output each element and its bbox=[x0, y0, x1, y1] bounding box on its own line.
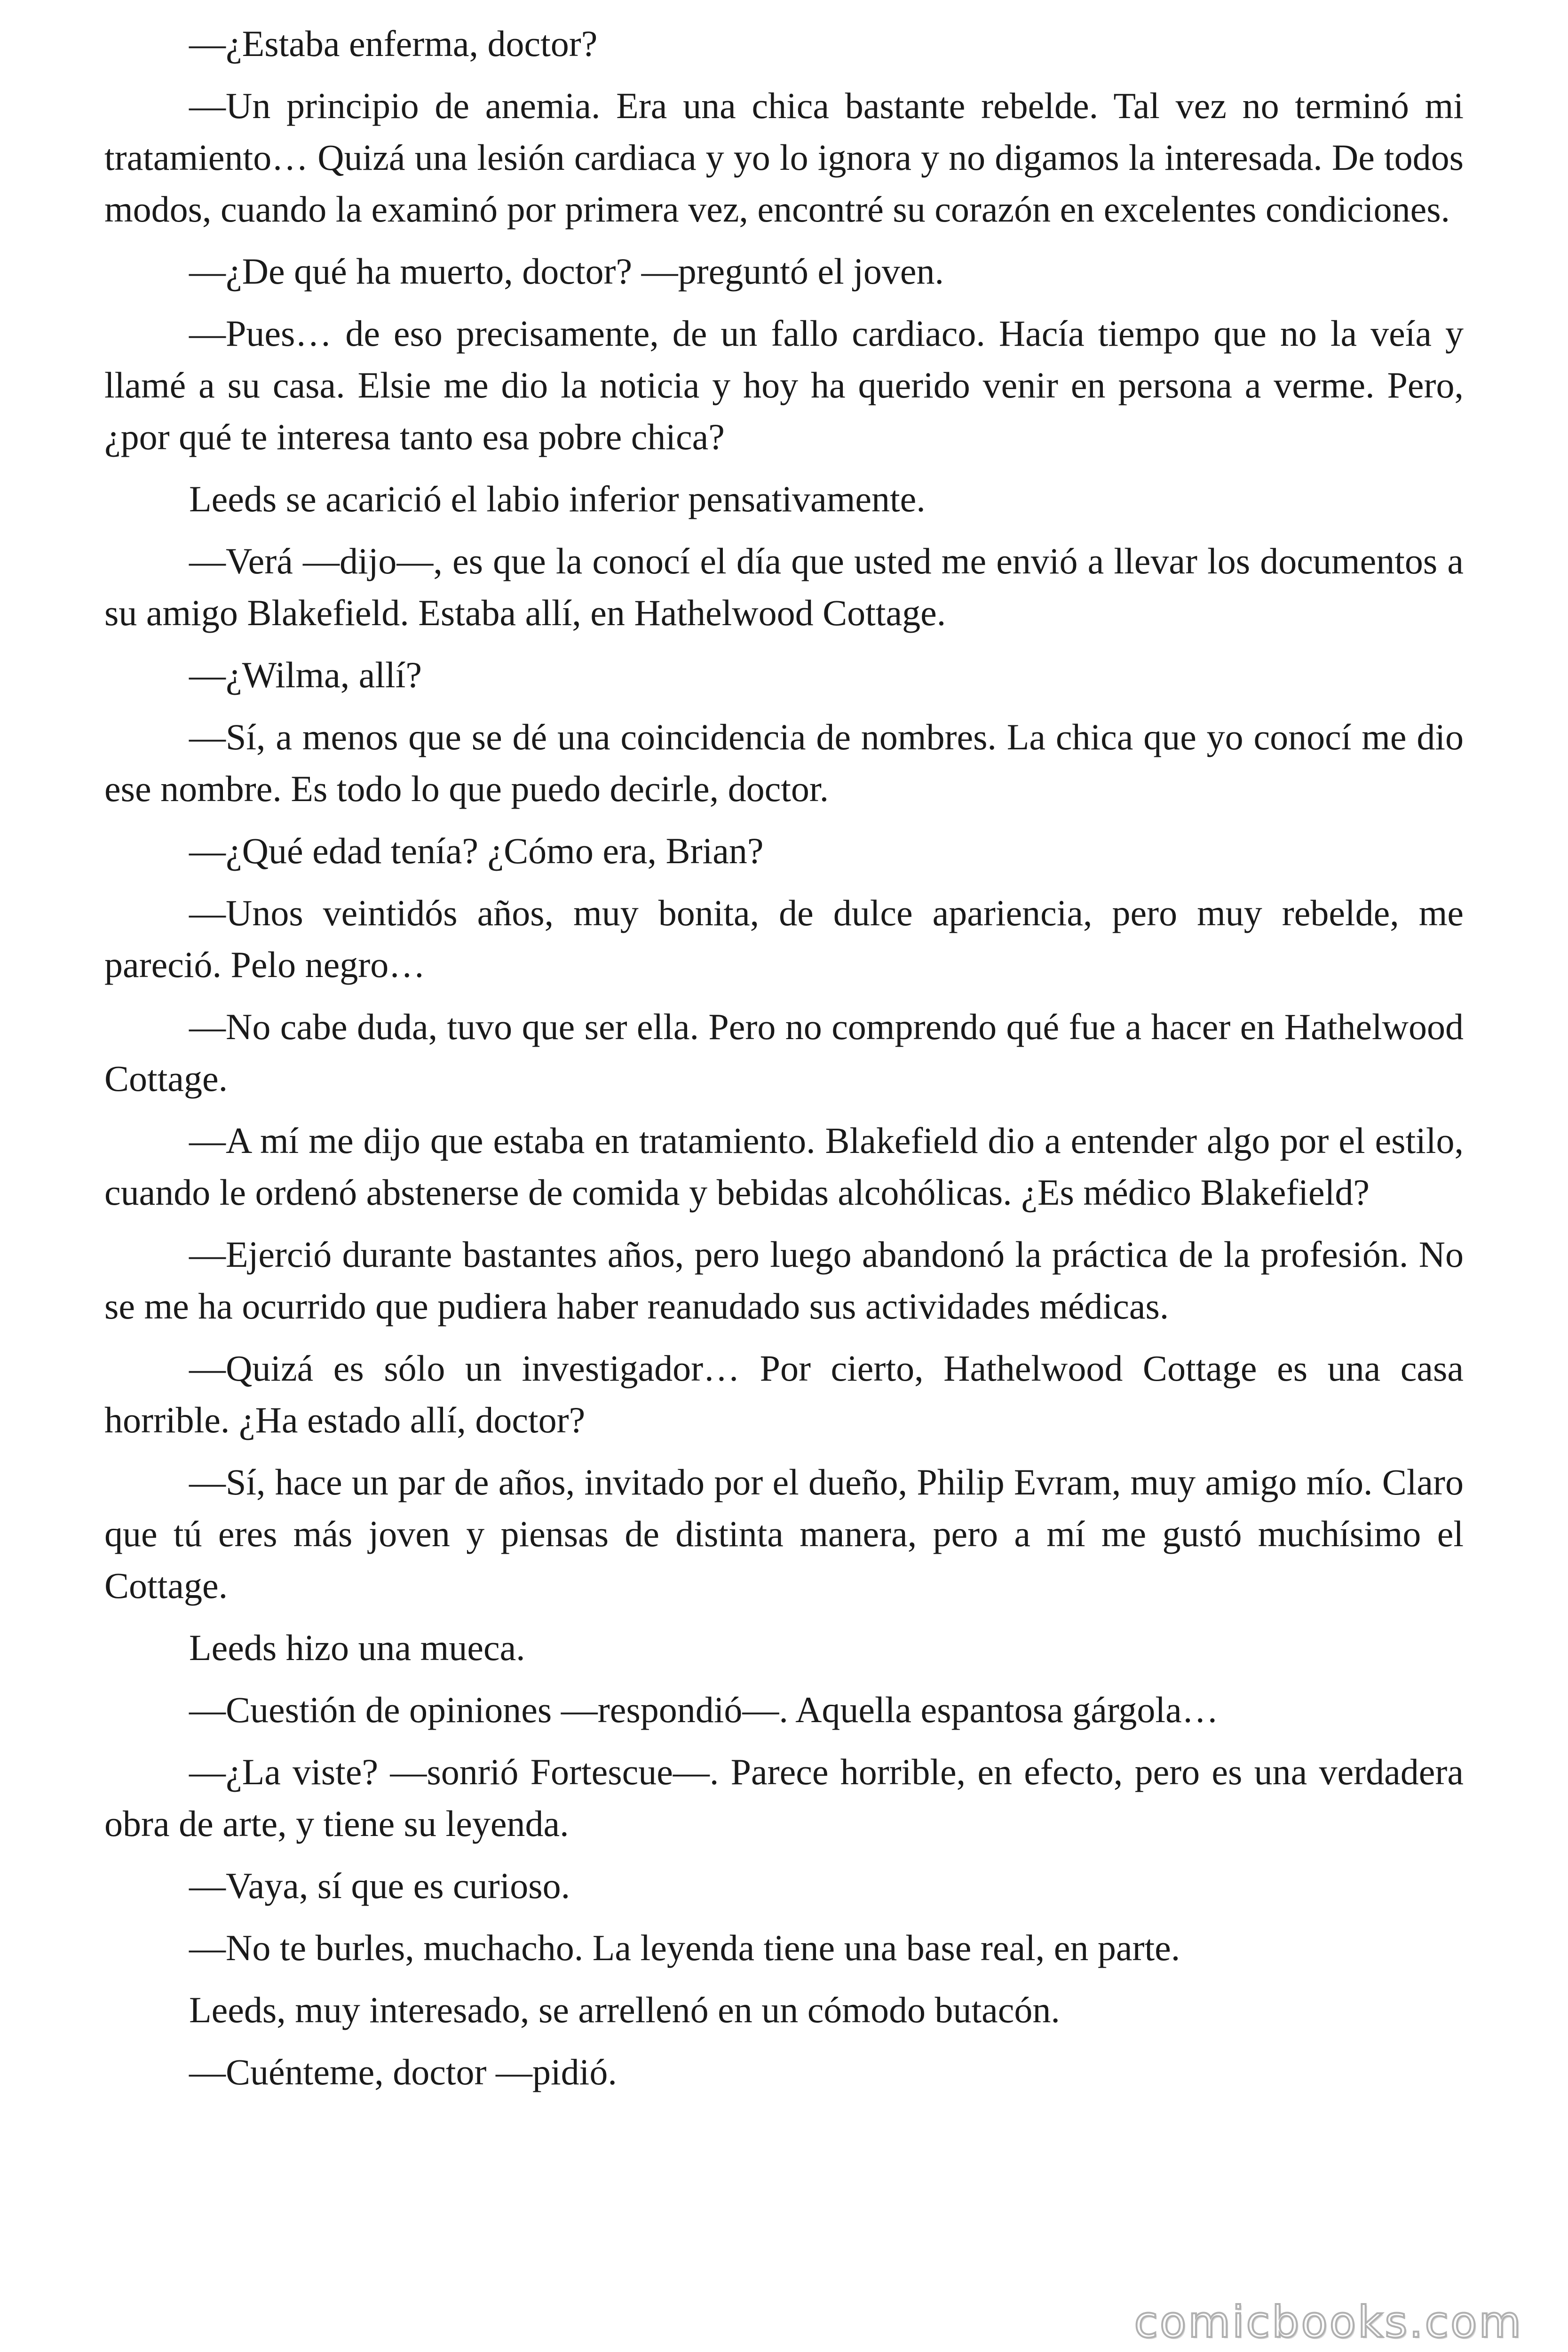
paragraph: Leeds hizo una mueca. bbox=[189, 1627, 525, 1668]
paragraph: Leeds, muy interesado, se arrellenó en un cómodo butacón. bbox=[189, 1989, 1060, 2030]
paragraph: —¿Wilma, allí? bbox=[189, 654, 422, 695]
paragraph: —Sí, hace un par de años, invitado por el dueño, Philip Evram, muy amigo mío. Claro que tú eres más joven y piensas de distinta manera, pero a mí me gustó muchísimo el Cottage. bbox=[104, 1462, 1464, 1606]
paragraph: —Sí, a menos que se dé una coincidencia de nombres. La chica que yo conocí me dio ese nombre. Es todo lo que puedo decirle, doctor. bbox=[104, 716, 1464, 809]
paragraph: —Vaya, sí que es curioso. bbox=[189, 1865, 570, 1906]
paragraph: —A mí me dijo que estaba en tratamiento. Blakefield dio a entender algo por el estilo, cuando le ordenó abstenerse de comida y bebidas alcohólicas. ¿Es médico Blakefield? bbox=[104, 1120, 1464, 1213]
paragraph: —¿Qué edad tenía? ¿Cómo era, Brian? bbox=[189, 830, 764, 871]
watermark: comicbooks.com bbox=[1134, 2297, 1523, 2347]
paragraph: —¿La viste? —sonrió Fortescue—. Parece horrible, en efecto, pero es una verdadera obra de arte, y tiene su leyenda. bbox=[104, 1751, 1464, 1844]
paragraph: —No te burles, muchacho. La leyenda tiene una base real, en parte. bbox=[189, 1927, 1180, 1968]
paragraph: —Quizá es sólo un investigador… Por cierto, Hathelwood Cottage es una casa horrible. ¿Ha estado allí, doctor? bbox=[104, 1348, 1464, 1440]
paragraph: —Pues… de eso precisamente, de un fallo cardiaco. Hacía tiempo que no la veía y llamé a su casa. Elsie me dio la noticia y hoy ha querido venir en persona a verme. Pero, ¿por qué te interesa tanto esa pobre chica? bbox=[104, 313, 1464, 457]
paragraph: —Cuestión de opiniones —respondió—. Aquella espantosa gárgola… bbox=[189, 1689, 1219, 1730]
paragraph: —Unos veintidós años, muy bonita, de dulce apariencia, pero muy rebelde, me pareció. Pelo negro… bbox=[104, 892, 1464, 985]
paragraph: —Un principio de anemia. Era una chica bastante rebelde. Tal vez no terminó mi tratamiento… Quizá una lesión cardiaca y yo lo ignora y no digamos la interesada. De todos modos, cuando la examinó por primera vez, encontré su corazón en excelentes condiciones. bbox=[104, 85, 1464, 230]
paragraph: —No cabe duda, tuvo que ser ella. Pero no comprendo qué fue a hacer en Hathelwood Cottage. bbox=[104, 1006, 1464, 1099]
body-text bbox=[104, 18, 1464, 2108]
paragraph: —Verá —dijo—, es que la conocí el día que usted me envió a llevar los documentos a su amigo Blakefield. Estaba allí, en Hathelwood Cottage. bbox=[104, 540, 1464, 633]
paragraph: Leeds se acarició el labio inferior pensativamente. bbox=[189, 478, 926, 519]
paragraph: —¿De qué ha muerto, doctor? —preguntó el joven. bbox=[189, 251, 944, 292]
paragraph: —Cuénteme, doctor —pidió. bbox=[189, 2051, 617, 2092]
paragraph: —¿Estaba enferma, doctor? bbox=[189, 23, 598, 64]
paragraph: —Ejerció durante bastantes años, pero luego abandonó la práctica de la profesión. No se me ha ocurrido que pudiera haber reanudado sus actividades médicas. bbox=[104, 1234, 1464, 1327]
